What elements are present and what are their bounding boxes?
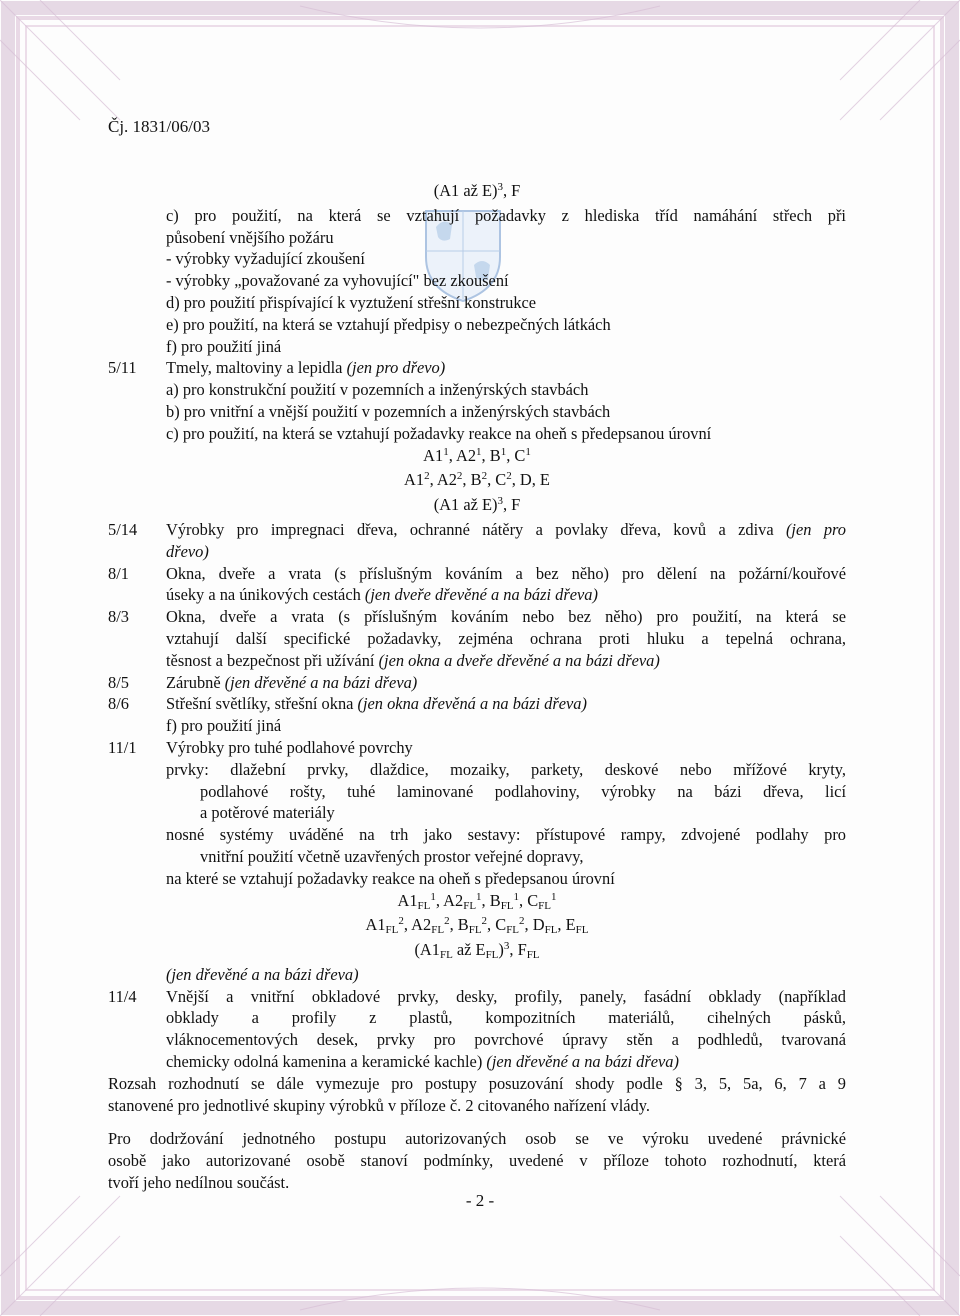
subitem-c: c) pro použití, na která se vztahují požadavky z hlediska tříd namáhání střech při <box>166 205 846 225</box>
subitem-c-block <box>108 205 846 358</box>
subitem-e: e) pro použití, na která se vztahují předpisy o nebezpečných látkách <box>166 314 611 334</box>
product-group-8-1: 8/1 Okna, dveře a vrata (s příslušným kováním a bez něho) pro dělení na požární/kouřové úseky a na únikových cestách (jen dveře dřevěné a na bázi dřeva) <box>108 563 846 605</box>
page-number: - 2 - <box>465 1191 495 1210</box>
subitem-b: b) pro vnitřní a vnější použití v pozemních a inženýrských stavbách <box>166 401 611 421</box>
group-title: Tmely, maltoviny a lepidla <box>166 358 347 378</box>
scope-paragraph: Rozsah rozhodnutí se dále vymezuje pro postupy posuzování shody podle § 3, 5, 5a, 6, 7 a 9 <box>108 1073 846 1093</box>
document-body <box>108 180 846 1194</box>
group-number: 8/6 <box>108 694 129 714</box>
formula-line: $A1FL^1$, $A2FL^1$, BFL$^1$, CFL$^1$ <box>397 890 557 912</box>
group-number: 5/11 <box>108 358 137 378</box>
group-note: (jen pro dřevo) <box>346 358 446 378</box>
subitem-c: c) pro použití, na která se vztahují požadavky reakce na oheň s předepsanou úrovní <box>166 423 712 443</box>
formula-line: (A1FL až EFL)$^3$, FFL <box>414 940 540 962</box>
group-number: 5/14 <box>108 519 138 539</box>
formula-line: $A1^2$, $A2^2$, $B^2$, $C^2$, D, E <box>404 470 550 490</box>
product-group-5-14: 5/14 Výrobky pro impregnaci dřeva, ochranné nátěry a povlaky dřeva, kovů a zdiva (jen pro dřevo) <box>108 519 846 561</box>
conditions-paragraph-line: tvoří jeho nedílnou součást. <box>108 1173 290 1193</box>
subitem-f: f) pro použití jiná <box>166 336 282 356</box>
text-line: působení vnějšího požáru <box>166 227 334 247</box>
conditions-paragraph-line: osobě jako autorizované osobě stanoví podmínky, uvedené v příloze tohoto rozhodnutí, která <box>108 1151 846 1171</box>
group-number: 11/1 <box>108 737 137 757</box>
group-number: 8/5 <box>108 672 129 692</box>
document-reference-number: Čj. 1831/06/03 <box>108 117 211 136</box>
list-item: - výrobky „považované za vyhovující" bez zkoušení <box>166 271 509 291</box>
conditions-paragraph: Pro dodržování jednotného postupu autorizovaných osob se ve výroku uvedené právnické <box>108 1129 846 1149</box>
product-group-8-3: 8/3 Okna, dveře a vrata (s příslušným kováním nebo bez něho) pro použití, na která se vztahují další specifické požadavky, zejména ochrana proti hluku a tepelná ochrana, těsnost a bezpečnost při užívání (jen okna a dveře dřevěné a na bázi dřeva) <box>108 607 846 670</box>
subitem-f: f) pro použití jiná <box>166 716 282 736</box>
group-number: 8/3 <box>108 607 129 627</box>
formula-line: $A1^1$, $A2^1$, $B^1$, $C^1$ <box>423 445 531 465</box>
product-group-8-5: 8/5 Zárubně (jen dřevěné a na bázi dřeva) <box>108 672 418 692</box>
formula-line: $A1FL^2$, $A2FL^2$, BFL$^2$, CFL$^2$, DFL, EFL <box>365 915 589 937</box>
group-title: Výrobky pro tuhé podlahové povrchy <box>166 737 413 757</box>
group-number: 8/1 <box>108 563 129 583</box>
group-note: (jen dřevěné a na bázi dřeva) <box>166 964 359 984</box>
product-group-11-1: 11/1 Výrobky pro tuhé podlahové povrchy prvky: dlažební prvky, dlaždice, mozaiky, parkety, deskové nebo mřížové kryty, podlahové rošty, tuhé laminované podlahoviny, výrobky na bázi dřeva, licí a potěrové materiály nosné systémy uváděné na trh jako sestavy: přístupové rampy, zdvojené podlahy pro vnitřní použití včetně uzavřených prostor veřejné dopravy, na které se vztahují požadavky reakce na oheň s předepsanou úrovní <box>108 737 846 888</box>
formula-line: (A1 až E)$^3$, F <box>433 495 521 515</box>
scope-paragraph-line: stanovené pro jednotlivé skupiny výrobků v příloze č. 2 citovaného nařízení vlády. <box>108 1095 650 1115</box>
product-group-11-4: 11/4 Vnější a vnitřní obkladové prvky, desky, profily, panely, fasádní obklady (například obklady a profily z plastů, kompozitních materiálů, cihelných pásků, vláknocementových desek, prvky pro povrchové úpravy stěn a podhledů, tvarovaná chemicky odolná kamenina a keramické kachle) (jen dřevěné a na bázi dřeva) <box>108 986 846 1072</box>
list-item: - výrobky vyžadující zkoušení <box>166 249 365 269</box>
product-group-8-6: 8/6 Střešní světlíky, střešní okna (jen okna dřevěná a na bázi dřeva) f) pro použití jiná <box>108 693 846 737</box>
subitem-d: d) pro použití přispívající k vyztužení střešní konstrukce <box>166 292 537 312</box>
group-number: 11/4 <box>108 986 137 1006</box>
product-group-5-11 <box>108 357 846 444</box>
subitem-a: a) pro konstrukční použití v pozemních a inženýrských stavbách <box>166 380 589 400</box>
formula-line: (A1 až E)$^3$, F <box>433 181 521 200</box>
